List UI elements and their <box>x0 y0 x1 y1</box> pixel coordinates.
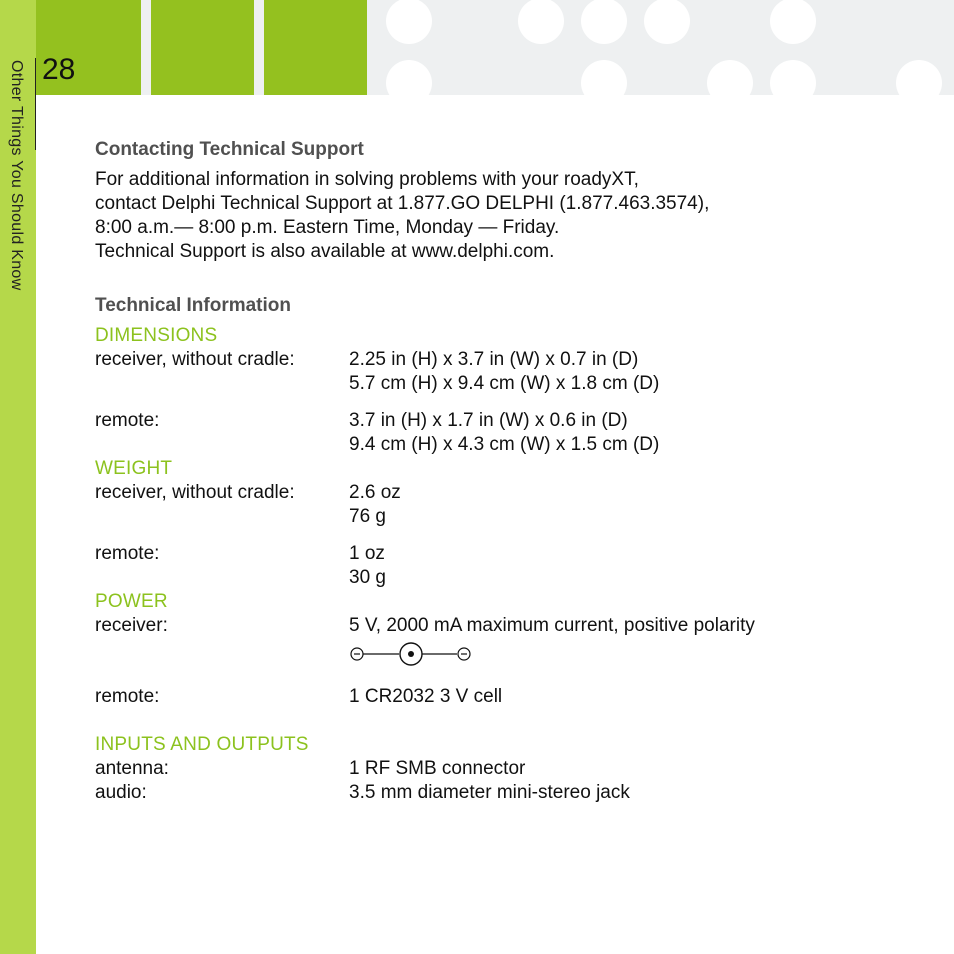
weight-remote-g: 30 g <box>349 567 386 588</box>
dimensions-receiver-in: 2.25 in (H) x 3.7 in (W) x 0.7 in (D) <box>349 349 639 370</box>
io-title: INPUTS AND OUTPUTS <box>95 734 309 755</box>
decorative-dot <box>581 0 627 44</box>
dimensions-remote-label: remote: <box>95 410 160 431</box>
support-line: 8:00 a.m.— 8:00 p.m. Eastern Time, Monday — Friday. <box>95 217 560 238</box>
decorative-dot <box>518 0 564 44</box>
weight-title: WEIGHT <box>95 458 173 479</box>
io-antenna-value: 1 RF SMB connector <box>349 758 526 779</box>
support-line: Technical Support is also available at www.delphi.com. <box>95 241 555 262</box>
decorative-dot <box>386 60 432 95</box>
dimensions-remote-cm: 9.4 cm (H) x 4.3 cm (W) x 1.5 cm (D) <box>349 434 660 455</box>
weight-remote-label: remote: <box>95 543 160 564</box>
decorative-dot <box>707 60 753 95</box>
polarity-symbol-icon <box>349 642 473 666</box>
page-number: 28 <box>42 53 76 86</box>
header-green-block <box>151 0 254 95</box>
weight-receiver-oz: 2.6 oz <box>349 482 401 503</box>
io-antenna-label: antenna: <box>95 758 169 779</box>
section-title: Other Things You Should Know <box>8 60 25 291</box>
io-audio-value: 3.5 mm diameter mini-stereo jack <box>349 782 630 803</box>
dimensions-receiver-label: receiver, without cradle: <box>95 349 295 370</box>
header-band <box>36 0 954 95</box>
decorative-dot <box>896 60 942 95</box>
decorative-dot <box>644 0 690 44</box>
dimensions-receiver-cm: 5.7 cm (H) x 9.4 cm (W) x 1.8 cm (D) <box>349 373 660 394</box>
weight-receiver-label: receiver, without cradle: <box>95 482 295 503</box>
header-green-block <box>264 0 367 95</box>
io-audio-label: audio: <box>95 782 147 803</box>
section-sidebar <box>0 0 36 954</box>
decorative-dot <box>581 60 627 95</box>
power-remote-value: 1 CR2032 3 V cell <box>349 686 503 707</box>
tech-info-heading: Technical Information <box>95 295 292 316</box>
support-line: contact Delphi Technical Support at 1.877.GO DELPHI (1.877.463.3574), <box>95 193 710 214</box>
dimensions-title: DIMENSIONS <box>95 325 218 346</box>
decorative-dot <box>386 0 432 44</box>
dimensions-remote-in: 3.7 in (H) x 1.7 in (W) x 0.6 in (D) <box>349 410 628 431</box>
support-heading: Contacting Technical Support <box>95 139 364 160</box>
power-remote-label: remote: <box>95 686 160 707</box>
decorative-dot <box>770 60 816 95</box>
power-receiver-value: 5 V, 2000 mA maximum current, positive polarity <box>349 615 755 636</box>
power-title: POWER <box>95 591 168 612</box>
weight-receiver-g: 76 g <box>349 506 386 527</box>
power-receiver-label: receiver: <box>95 615 168 636</box>
weight-remote-oz: 1 oz <box>349 543 385 564</box>
support-line: For additional information in solving problems with your roadyXT, <box>95 169 639 190</box>
decorative-dot <box>770 0 816 44</box>
